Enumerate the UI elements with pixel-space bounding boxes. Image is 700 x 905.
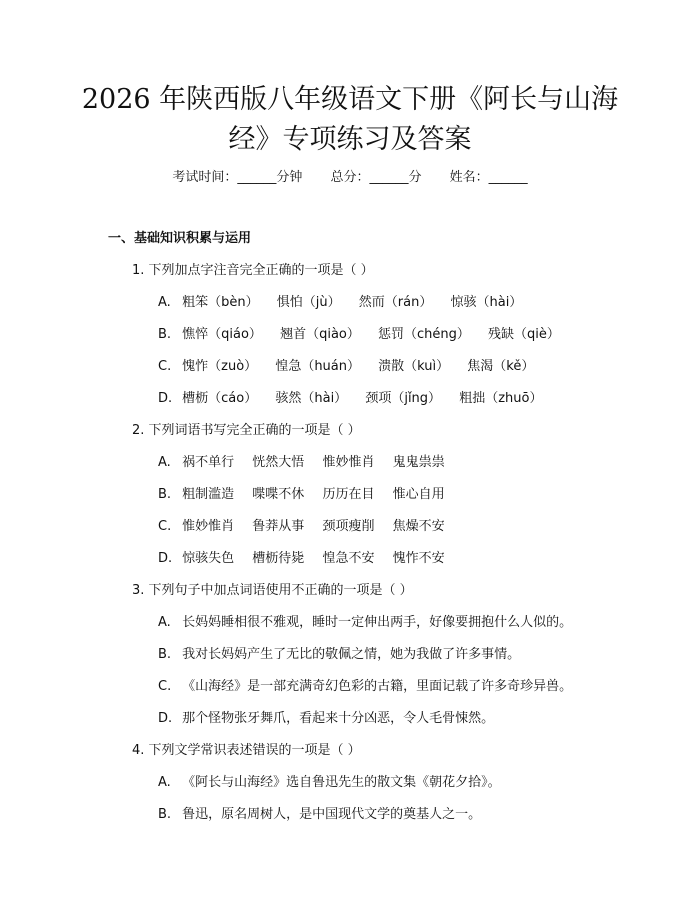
option-word: 惊骇失色 — [182, 551, 235, 566]
option-word: 粗拙（zhuō） — [459, 391, 543, 406]
option-letter: C. — [158, 359, 172, 374]
q2-option-b — [158, 485, 445, 505]
option-letter: B. — [158, 807, 172, 822]
exam-meta — [0, 168, 700, 188]
option-word: 惟妙惟肖 — [322, 455, 375, 470]
section-heading: 一、基础知识积累与运用 — [108, 231, 252, 246]
q3-option-d — [158, 709, 494, 729]
option-word: 喋喋不休 — [252, 487, 305, 502]
option-word: 然而（rán） — [358, 295, 433, 310]
option-text: 鲁迅，原名周树人，是中国现代文学的奠基人之一。 — [182, 807, 482, 822]
option-text: 我对长妈妈产生了无比的敬佩之情，她为我做了许多事情。 — [182, 647, 521, 662]
option-word: 愧怍（zuò） — [182, 359, 258, 374]
option-word: 愧怍不安 — [392, 551, 445, 566]
option-word: 惧怕（jù） — [276, 295, 341, 310]
option-word: 憔悴（qiáo） — [182, 327, 262, 342]
q1-option-b — [158, 325, 560, 345]
option-word: 焦渴（kě） — [467, 359, 535, 374]
q2-option-d — [158, 549, 445, 569]
option-word: 历历在目 — [322, 487, 375, 502]
option-letter: B. — [158, 647, 172, 662]
q4-option-b — [158, 805, 481, 825]
option-word: 惟心自用 — [392, 487, 445, 502]
q2-option-a — [158, 453, 445, 473]
option-letter: A. — [158, 295, 171, 310]
option-word: 惶急（huán） — [275, 359, 360, 374]
option-letter: B. — [158, 327, 172, 342]
option-word: 惶急不安 — [322, 551, 375, 566]
option-text: 那个怪物张牙舞爪，看起来十分凶恶，令人毛骨悚然。 — [182, 711, 495, 726]
option-text: 长妈妈睡相很不雅观，睡时一定伸出两手，好像要拥抱什么人似的。 — [182, 615, 573, 630]
total-score: 总分：______分 — [330, 170, 422, 185]
option-letter: D. — [158, 551, 173, 566]
q1-option-a — [158, 293, 522, 313]
option-word: 恍然大悟 — [252, 455, 305, 470]
question-3-stem: 3. 下列句子中加点词语使用不正确的一项是（ ） — [132, 583, 413, 598]
q3-option-a — [158, 613, 572, 633]
option-word: 焦燥不安 — [392, 519, 445, 534]
option-word: 惊骇（hài） — [450, 295, 523, 310]
option-letter: B. — [158, 487, 172, 502]
page-title — [60, 80, 640, 160]
option-letter: A. — [158, 775, 171, 790]
option-word: 鲁莽从事 — [252, 519, 305, 534]
option-word: 惟妙惟肖 — [182, 519, 235, 534]
option-letter: C. — [158, 519, 172, 534]
option-word: 鬼鬼祟祟 — [392, 455, 445, 470]
title-line-2: 经》专项练习及答案 — [228, 124, 472, 155]
option-word: 粗笨（bèn） — [182, 295, 259, 310]
q1-option-d — [158, 389, 542, 409]
option-word: 颈项瘦削 — [322, 519, 375, 534]
exam-time: 考试时间：______分钟 — [172, 170, 303, 185]
q4-option-a — [158, 773, 501, 793]
question-1-stem: 1. 下列加点字注音完全正确的一项是（ ） — [132, 263, 374, 278]
option-letter: D. — [158, 711, 173, 726]
question-4-stem: 4. 下列文学常识表述错误的一项是（ ） — [132, 743, 361, 758]
option-word: 槽枥（cáo） — [182, 391, 258, 406]
student-name: 姓名：______ — [449, 170, 528, 185]
option-word: 溃散（kuì） — [378, 359, 450, 374]
option-text: 《山海经》是一部充满奇幻色彩的古籍，里面记载了许多奇珍异兽。 — [182, 679, 573, 694]
option-word: 骇然（hài） — [275, 391, 348, 406]
q3-option-c — [158, 677, 572, 697]
option-word: 惩罚（chéng） — [378, 327, 470, 342]
q3-option-b — [158, 645, 520, 665]
q1-option-c — [158, 357, 534, 377]
option-word: 祸不单行 — [182, 455, 235, 470]
question-2-stem: 2. 下列词语书写完全正确的一项是（ ） — [132, 423, 361, 438]
option-letter: A. — [158, 455, 171, 470]
q2-option-c — [158, 517, 445, 537]
option-letter: C. — [158, 679, 172, 694]
option-word: 残缺（qiè） — [488, 327, 560, 342]
option-word: 粗制滥造 — [182, 487, 235, 502]
option-word: 翘首（qiào） — [280, 327, 360, 342]
option-text: 《阿长与山海经》选自鲁迅先生的散文集《朝花夕拾》。 — [182, 775, 501, 790]
option-letter: D. — [158, 391, 173, 406]
option-word: 颈项（jǐng） — [365, 391, 442, 406]
title-line-1: 2026 年陕西版八年级语文下册《阿长与山海 — [81, 84, 619, 115]
option-word: 槽枥待毙 — [252, 551, 305, 566]
option-letter: A. — [158, 615, 171, 630]
